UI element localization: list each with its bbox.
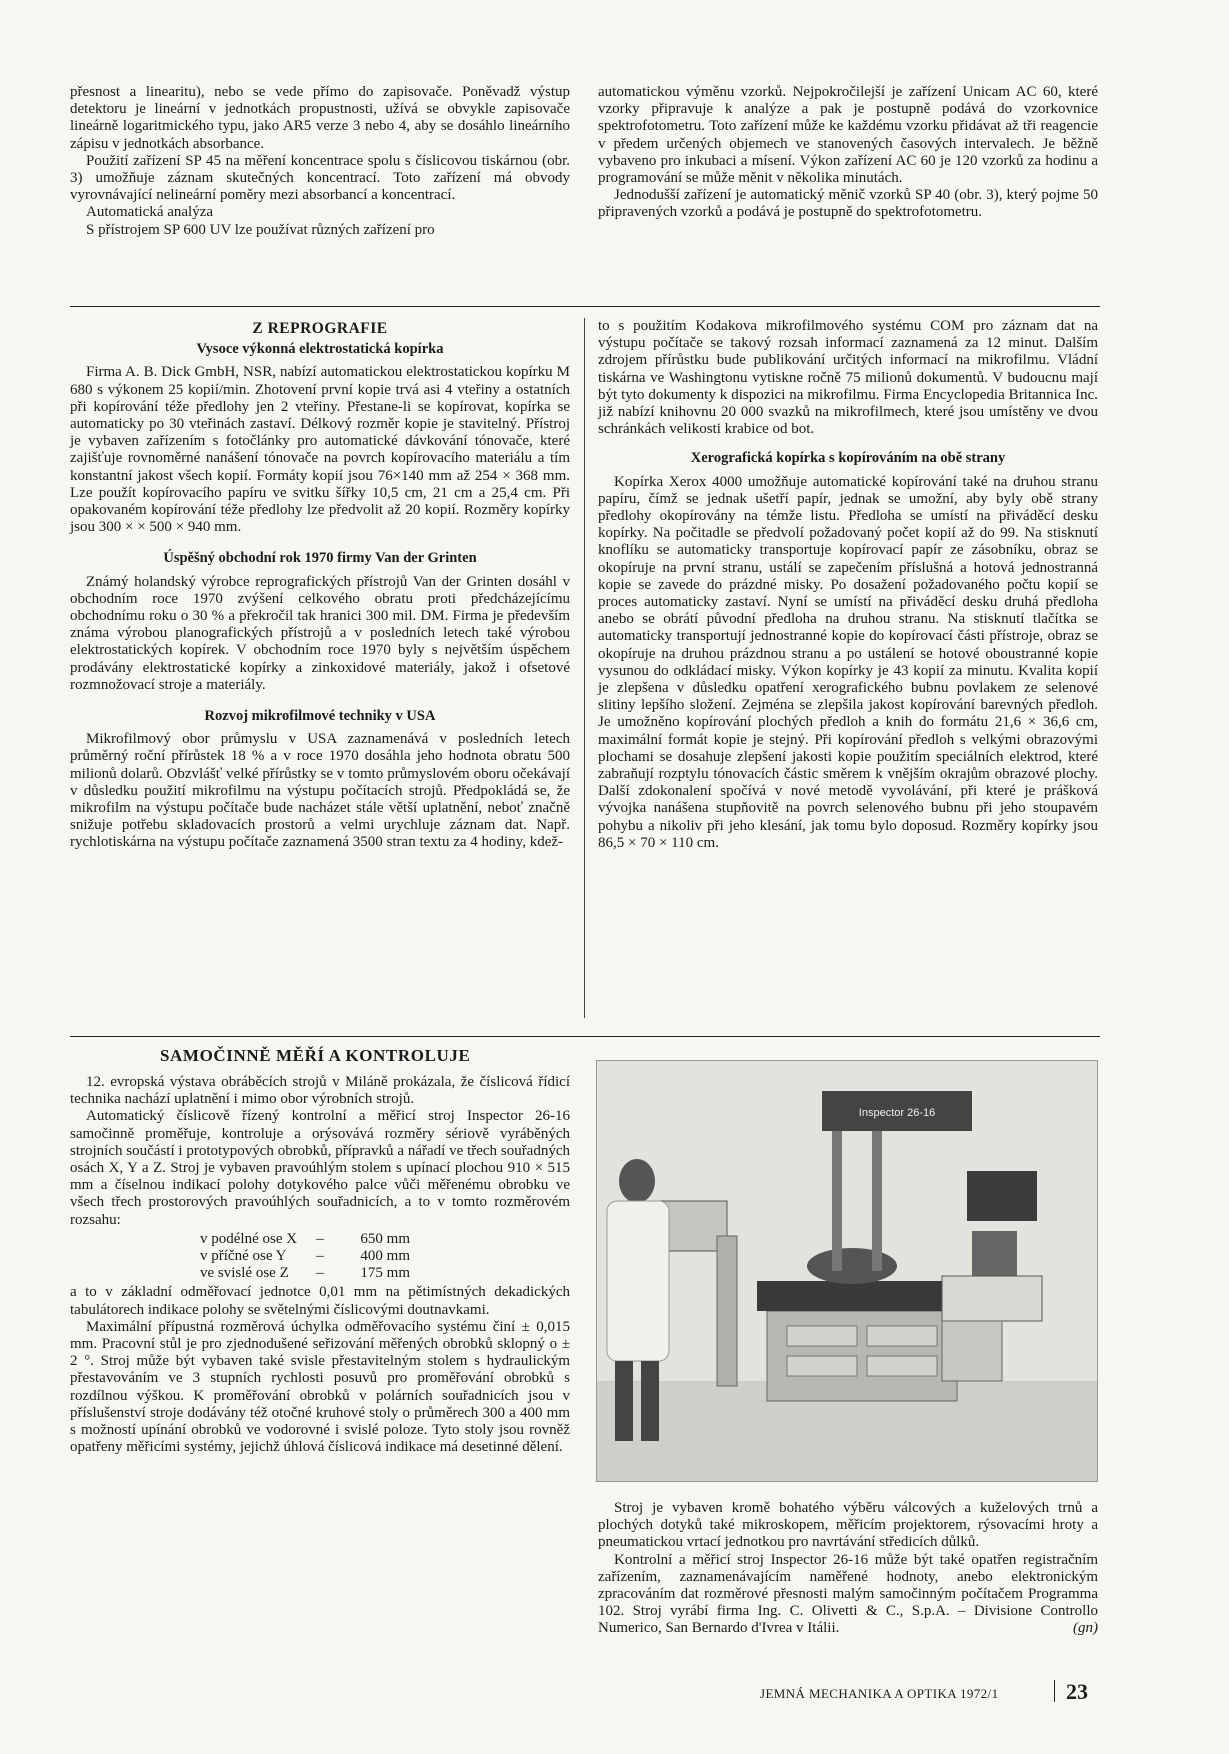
section-divider (70, 1036, 1100, 1037)
samocinne-right-column (598, 1500, 1098, 1638)
paragraph: 12. evropská výstava obráběcích strojů v Miláně prokázala, že číslicová řídicí technika nachází uplatnění i mimo obor výrobních strojů. (70, 1074, 570, 1108)
page-number: 23 (1066, 1679, 1088, 1704)
reprografie-left-column (70, 320, 570, 852)
paragraph: Kopírka Xerox 4000 umožňuje automatické kopírování také na druhou stranu papíru, čímž se jednak ušetří papír, jednak se umožní, aby byly obě strany předlohy okopírovány na témže listu. Předloha se umístí na přiváděcí desku kopírky. Na počitadle se předvolí požadovaný počet kopií až do 99. Na stisknutí knoflíku se automaticky transportuje kopírovací papír ze zásobníku, obraz se okopíruje na první stranu, ustálí se zapečením příslušná a hotová jednostranná kopie se zavede do prázdné misky. Po dosažení požadovaného počtu kopií se proces automaticky zastaví. Nyní se umístí na přiváděcí desku druhá předloha anebo se obrátí původní předloha na druhou stranu. Na stisknutí tlačítka se automaticky transportují jednostranné kopie do kopírovací části přístroje, obraz se okopíruje na druhou prázdnou stranu a po ustálení se hotové oboustranné kopie vysunou do odkládací misky. Výkon kopírky je 43 kopií za minutu. Kvalita kopií je zlepšena v důsledku opatření xerografického bubnu povlakem ze selenové slitiny lepšího složení. Zejména se zlepšila jakost kopírování barevných předloh. Je umožněno kopírování plochých předloh a knih do formátu 21,6 × 36,6 cm, maximální formát kopie je stejný. Při kopírování předloh s velkými obrazovými plochami se dosahuje zlepšení jakosti kopie použitím speciálních elektrod, které zabraňují rozptylu tónovacích částic směrem k vnějším okrajům obrazové plochy. Další zdokonalení spočívá v nové metodě vyvolávání, při které je prášková vývojka nanášena stupňovitě na povrch selenového bubnu při jeho stoupavém pohybu a nikoliv při jeho klesání, jak tomu bylo doposud. Rozměry kopírky jsou 86,5 × 70 × 110 cm. (598, 473, 1098, 851)
section-divider (70, 306, 1100, 307)
photo-label: Inspector 26-16 (858, 1107, 936, 1119)
dimension-row: v podélné ose X – 650 mm (200, 1230, 410, 1247)
paragraph: Použití zařízení SP 45 na měření koncentrace spolu s číslicovou tiskárnou (obr. 3) umožňuje záznam skutečných koncentrací. Toto zařízení má obvody vyrovnávající nelineární poměry mezi absorbancí a koncentrací. (70, 152, 570, 204)
machine-illustration (597, 1061, 1097, 1481)
paragraph: Kontrolní a měřicí stroj Inspector 26-16 může být také opatřen registračním zařízením, zaznamenávajícím naměřené hodnoty, anebo elektronickým zpracováním dat rozměrové přesnosti malým samočinným počítačem Programma 102. Stroj vyrábí firma Ing. C. Olivetti & C., S.p.A. – Divisione Controllo Numerico, San Bernardo d'Ivrea v Itálii. (gn) (598, 1551, 1098, 1637)
article-title: Xerografická kopírka s kopírováním na obě strany (690, 450, 1006, 467)
author-signature: (gn) (1073, 1620, 1098, 1637)
samocinne-left-column (70, 1074, 570, 1456)
paragraph: Jednodušší zařízení je automatický měnič vzorků SP 40 (obr. 3), který pojme 50 připravených vzorků a podává je postupně do spektrofotometru. (598, 187, 1098, 221)
photo-caption: Stroj je vybaven kromě bohatého výběru válcových a kuželových trnů a plochých dotyků také mikroskopem, měřicím projektorem, rýsovacími hroty a pneumatickou vrtací jednotkou pro navrtávání středicích důlků. (598, 1500, 1098, 1551)
paragraph: automatickou výměnu vzorků. Nejpokročilejší je zařízení Unicam AC 60, které vzorky připravuje k analýze a pak je postupně podává do vzorkovnice spektrofotometru. Toto zařízení může ke každému vzorku přidávat až tři reagencie v předem určených objemech ve stanovených časových intervalech. Je běžně vybaveno pro inkubaci a mísení. Výkon zařízení AC 60 je 120 vzorků za hodinu a programování se může měnit v několika minutách. (598, 84, 1098, 187)
top-left-column (70, 84, 570, 239)
dimension-list (200, 1231, 570, 1283)
paragraph: Firma A. B. Dick GmbH, NSR, nabízí automatickou elektrostatickou kopírku M 680 s výkonem 25 kopií/min. Zhotovení první kopie trvá asi 4 vteřiny a ostatních při kopírování téže předlohy jen 2 vteřiny. Přestane-li se kopírovat, kopírka se automaticky po 30 vteřinách zastaví. Délkový rozměr kopie je stavitelný. Přístroj je vybaven zařízením s fotočlánky pro automatické dávkování tónovače, které zajišťuje rovnoměrné nanášení tónovače na povrch kopírovacího materiálu a tím konstantní jakost všech kopií. Formáty kopií jsou 76×140 mm až 254 × 368 mm. Lze použít kopírovacího papíru ve svitku šířky 10,5 cm, 21 cm a 25,4 cm. Při opakovaném kopírování téže předlohy lze předvolit až 20 kopií. Rozměry kopírky jsou 300 × × 500 × 940 mm. (70, 364, 570, 536)
article-title: SAMOČINNĚ MĚŘÍ A KONTROLUJE (160, 1046, 471, 1065)
article-title: Úspěšný obchodní rok 1970 firmy Van der Grinten (163, 550, 477, 567)
paragraph: Známý holandský výrobce reprografických přístrojů Van der Grinten dosáhl v obchodním roce 1970 zvýšení celkového obratu proti předcházejícímu obchodnímu roku o 30 % a překročil tak hranici 300 mil. DM. Firma je především známa výrobou planografických přístrojů a v posledních letech také výrobou elektrostatických kopírek. V obchodním roce 1970 byly s největším úspěchem prodávány elektrostatické kopírky a zinkoxidové materiály, jakož i ofsetové rozmnožovací stroje a materiály. (70, 573, 570, 693)
reprografie-right-column (598, 318, 1098, 852)
paragraph: Automatický číslicově řízený kontrolní a měřicí stroj Inspector 26-16 samočinně proměřuje, kontroluje a orýsovává rozměry sériově vyráběných strojních součástí i prototypových obrobků, přípravků a nářadí ve třech souřadných osách X, Y a Z. Stroj je vybaven pravoúhlým stolem s upínací plochou 910 × 515 mm a číselnou indikací polohy dotykového palce vůči měřenému obrobku ve všech třech prostorových pravoúhlých souřadnicích, a to v tomto rozměrovém rozsahu: (70, 1108, 570, 1228)
paragraph: Mikrofilmový obor průmyslu v USA zaznamenává v posledních letech průměrný roční přírůstek 18 % a v roce 1970 dosáhla jeho hodnota obratu 500 milionů dolarů. Obzvlášť velké přírůstky se v tomto průmyslovém oboru očekávají v důsledku použití mikrofilmu na výstupu počítacích strojů. Předpokládá se, že mikrofilm na výstupu počítače bude nacházet stále větší uplatnění, neboť značně snižuje potřebu skladovacích prostorů a velmi urychluje záznam dat. Např. rychlotiskárna na výstupu počítače zaznamená 3500 stran textu za 4 hodiny, kdež- (70, 731, 570, 851)
article-title: Rozvoj mikrofilmové techniky v USA (204, 708, 436, 725)
section-title: Z REPROGRAFIE (252, 320, 388, 337)
article-title: Vysoce výkonná elektrostatická kopírka (196, 341, 444, 358)
footer-divider (1054, 1680, 1055, 1702)
machine-photo (596, 1060, 1098, 1482)
paragraph: to s použitím Kodakova mikrofilmového systému COM pro záznam dat na výstupu počítače se takový rozsah informací zaznamená za 12 minut. Dalším zdrojem přírůstku bude publikování určitých informací na mikrofilmu. Vládní tiskárna ve Washingtonu vytiskne ročně 75 milionů dokumentů. V budoucnu mají být tyto dokumenty k dispozici na mikrofilmu. Firma Encyclopedia Britannica Inc. již nabízí knihovnu 20 000 svazků na mikrofilmech, které jsou umístěny ve dvou schránkách velikosti krabice od bot. (598, 318, 1098, 438)
dimension-row: v příčné ose Y – 400 mm (200, 1248, 410, 1265)
paragraph: Maximální přípustná rozměrová úchylka odměřovacího systému činí ± 0,015 mm. Pracovní stůl je pro zjednodušené seřizování měřených obrobků sklopný o ± 2 °. Stroj může být vybaven také svisle přestavitelným stolem s hydraulickým přestavováním ve 3 stupních rychlosti posuvů pro proměřování obrobků s rozdílnou výškou. K proměřování obrobků v polárních souřadnicích jsou v příslušenství stroje dodávány též otočné kruhové stoly o průměrech 300 a 400 mm s možností upínání obrobků ve vodorovné i svislé poloze. Tyto stoly jsou rovněž opatřeny měřicími systémy, jejichž úhlová číslicová indikace má desetinné dělení. (70, 1318, 570, 1456)
dimension-row: ve svislé ose Z – 175 mm (200, 1265, 410, 1282)
column-divider (584, 318, 585, 1018)
journal-name: JEMNÁ MECHANIKA A OPTIKA 1972/1 (760, 1686, 999, 1701)
paragraph: přesnost a linearitu), nebo se vede přímo do zapisovače. Poněvadž výstup detektoru je lineární v jednotkách propustnosti, užívá se obvykle zapisovače lineárně logaritmického typu, jako AR5 verze 3 nebo 4, aby se dosáhlo lineárního zápisu v jednotkách absorbance. (70, 84, 570, 152)
paragraph: a to v základní odměřovací jednotce 0,01 mm na pětimístných dekadických tabulátorech indikace polohy se světelnými číslicovými doutnavkami. (70, 1284, 570, 1318)
paragraph: S přístrojem SP 600 UV lze používat různých zařízení pro (86, 221, 435, 238)
top-right-column (598, 84, 1098, 222)
subheading: Automatická analýza (86, 204, 214, 221)
